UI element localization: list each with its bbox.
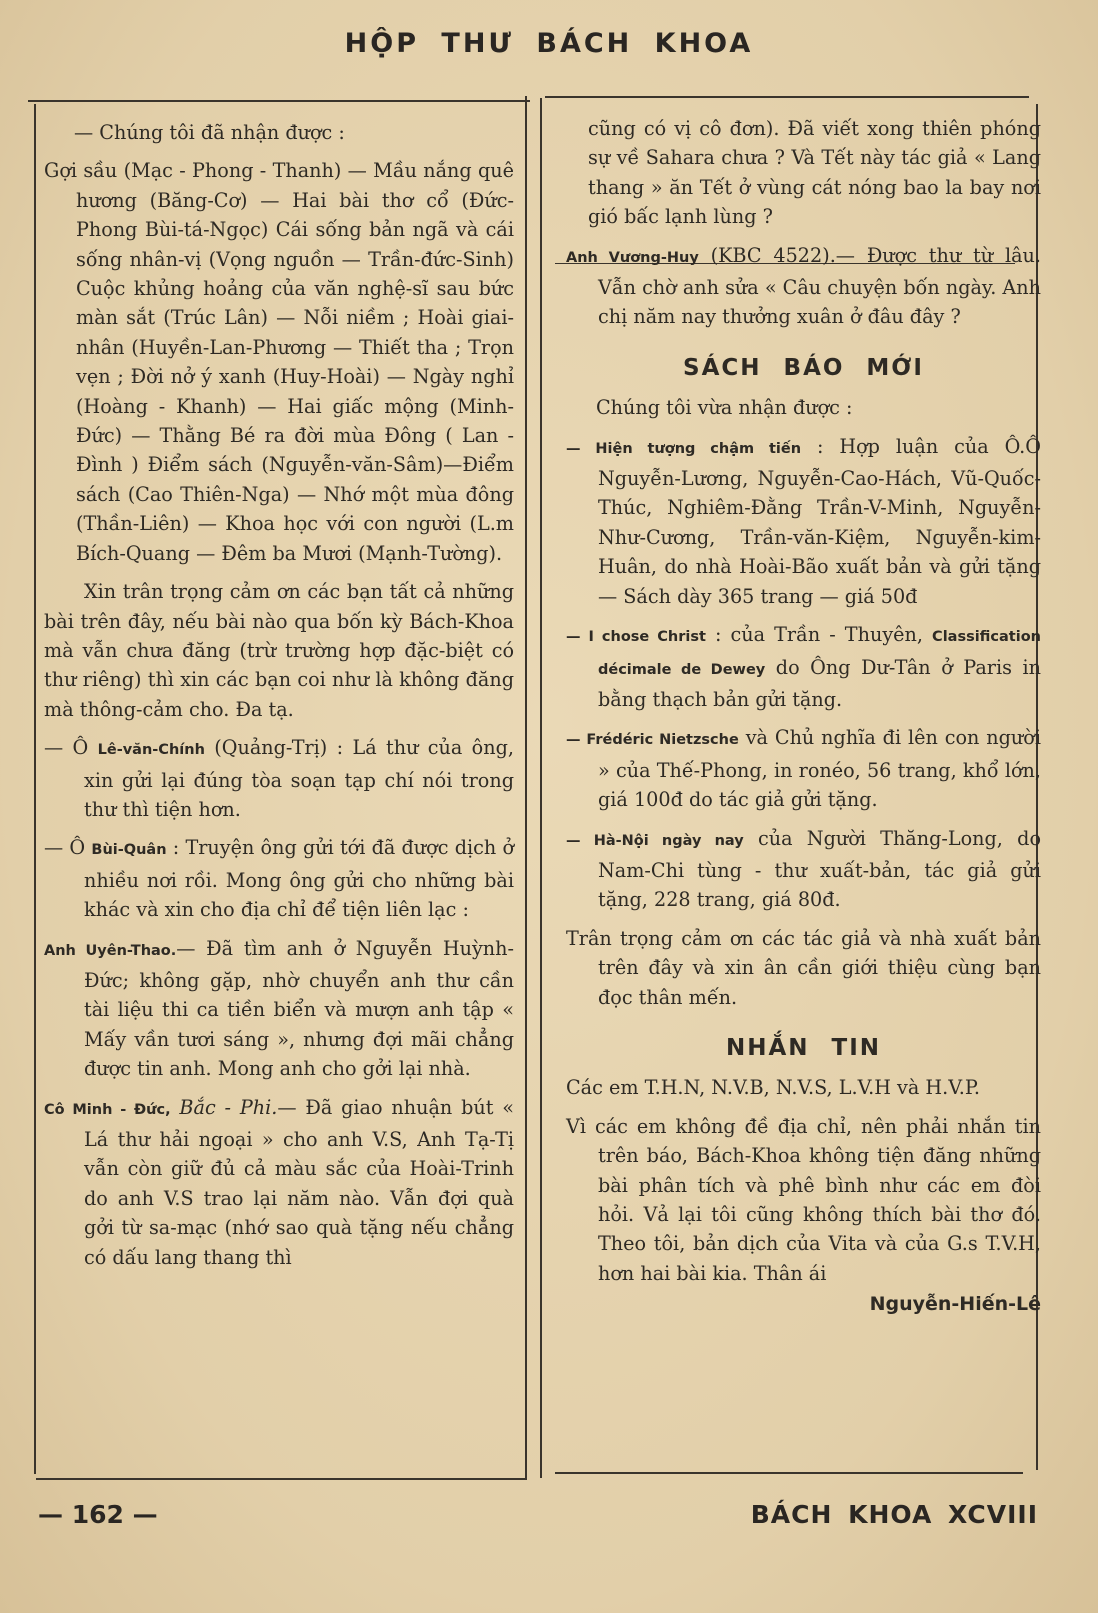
new-books-heading: SÁCH BÁO MỚI — [683, 354, 924, 381]
left-column-left-rule — [34, 104, 36, 1474]
reply-name: Anh Vương-Huy — [566, 249, 699, 266]
running-title: HỘP THƯ BÁCH KHOA — [344, 28, 754, 59]
received-label: — Chúng tôi đã nhận được : — [74, 121, 345, 144]
book-description: do Ông Dư-Tân ở Paris in bằng thạch bản gửi tặng. — [598, 655, 1041, 711]
right-column — [566, 114, 1041, 1320]
book-title: — Hà-Nội ngày nay — [566, 832, 744, 849]
book-title: — I chose Christ — [566, 629, 706, 646]
page-number: — 162 — — [38, 1500, 158, 1529]
reply-prefix: — Ô — [44, 836, 86, 860]
reply-entry — [566, 241, 1041, 332]
center-divider-left — [525, 96, 527, 1478]
reply-name: Bùi-Quân — [91, 842, 167, 859]
reply-name: Anh Uyên-Thao. — [44, 942, 177, 959]
reply-name: Lê-văn-Chính — [97, 742, 205, 759]
received-list: Gợi sầu (Mạc - Phong - Thanh) — Mầu nắng quê hương (Băng-Cơ) — Hai bài thơ cổ (Đức-Phong Bùi-tá-Ngọc) Cái sống bản ngã và cái sống nhân-vị (Vọng nguồn — Trần-đức-Sinh) Cuộc khủng hoảng của văn nghệ-sĩ sau bức màn sắt (Trúc Lân) — Nỗi niềm ; Hoài giai-nhân (Huyền-Lan-Phương — Thiết tha ; Trọn vẹn ; Đời nở ý xanh (Huy-Hoài) — Ngày nghỉ (Hoàng - Khanh) — Hai giấc mộng (Minh-Đức) — Thằng Bé ra đời mùa Đông ( Lan - Đình ) Điểm sách (Nguyễn-văn-Sâm)—Điểm sách (Cao Thiên-Nga) — Nhớ một mùa đông (Thần-Liên) — Khoa học với con người (L.m Bích-Quang — Đêm ba Mươi (Mạnh-Tường). — [44, 159, 514, 565]
left-column-top-rule — [28, 100, 530, 102]
book-title: — Frédéric Nietzsche — [566, 732, 739, 749]
reply-name: Cô Minh - Đức, — [44, 1101, 171, 1118]
notice-heading: NHẮN TIN — [725, 1034, 882, 1061]
reply-prefix: — Ô — [44, 736, 89, 760]
book-subtitle: Classification décimale de Dewey — [598, 629, 1041, 678]
left-column — [44, 118, 514, 1281]
book-entry — [566, 620, 1041, 714]
reply-text: — Đã giao nhuận bút « Lá thư hải ngoại » cho anh V.S, Anh Tạ-Tị vẫn còn giữ đủ cả màu sắc của Hoài-Trinh do anh V.S trao lại năm nào. Vẫn đợi quà gởi từ sa-mạc (nhớ sao quà tặng nếu chẳng có dấu lang thang thì — [84, 1095, 514, 1269]
book-entry — [566, 432, 1041, 611]
book-description: và Chủ nghĩa đi lên con người » của Thế-Phong, in ronéo, 56 trang, khổ lớn, giá 100đ do tác giả gửi tặng. — [598, 726, 1041, 812]
reply-entry — [44, 733, 514, 824]
left-column-bottom-rule — [36, 1478, 527, 1480]
new-books-intro: Chúng tôi vừa nhận được : — [596, 396, 853, 420]
footer-magazine-title: BÁCH KHOA XCVIII — [750, 1500, 1038, 1529]
reply-text: (KBC 4522).— Được thư từ lâu. Vẫn chờ anh sửa « Câu chuyện bốn ngày. Anh chị năm nay thưởng xuân ở đâu đây ? — [598, 243, 1041, 329]
book-entry — [566, 824, 1041, 915]
reply-text: : Truyện ông gửi tới đã được dịch ở nhiều nơi rồi. Mong ông gửi cho những bài khác và xin cho địa chỉ để tiện liên lạc : — [84, 836, 514, 922]
reply-text: — Đã tìm anh ở Nguyễn Huỳnh-Đức; không gặp, nhờ chuyển anh thư cần tài liệu thi ca tiền biển và mượn anh tập « Mấy vần tươi sáng », nhưng đợi mãi chẳng được tin anh. Mong anh cho gởi lại nhà. — [84, 936, 514, 1081]
book-description: : Hợp luận của Ô.Ô Nguyễn-Lương, Nguyễn-Cao-Hách, Vũ-Quốc-Thúc, Nghiêm-Đằng Trần-V-Minh, Nguyễn-Như-Cương, Trần-văn-Kiệm, Nguyễn-kim-Huân, do nhà Hoài-Bão xuất bản và gửi tặng — Sách dày 365 trang — giá 50đ — [598, 434, 1042, 608]
notice-recipients: Các em T.H.N, N.V.B, N.V.S, L.V.H và H.V.P. — [566, 1076, 980, 1100]
book-description: : của Trần - Thuyên, — [714, 623, 923, 647]
right-column-top-rule — [545, 96, 1029, 98]
thanks-paragraph: Xin trân trọng cảm ơn các bạn tất cả những bài trên đây, nếu bài nào qua bốn kỳ Bách-Khoa mà vẫn chưa đăng (trừ trường hợp đặc-biệt có thư riêng) thì xin các bạn coi như là không đăng mà thông-cảm cho. Đa tạ. — [44, 580, 514, 721]
right-column-bottom-rule — [555, 1472, 1023, 1474]
reply-text: (Quảng-Trị) : Lá thư của ông, xin gửi lại đúng tòa soạn tạp chí nói trong thư thì tiện hơn. — [84, 736, 514, 821]
book-description: của Người Thăng-Long, do Nam-Chi tùng - thư xuất-bản, tác giả gửi tặng, 228 trang, giá 80đ. — [598, 826, 1041, 912]
center-divider-right — [540, 98, 542, 1478]
reply-entry — [44, 833, 514, 924]
reply-entry — [44, 1093, 514, 1272]
notice-text: Vì các em không đề địa chỉ, nên phải nhắn tin trên báo, Bách-Khoa không tiện đăng những bài phân tích và phê bình như các em đòi hỏi. Vả lại tôi cũng không thích bài thơ đó. Theo tôi, bản dịch của Vita và của G.s T.V.H, hơn hai bài kia. Thân ái — [566, 1114, 1041, 1285]
reply-place: Bắc - Phi. — [179, 1095, 278, 1119]
reply-continuation: cũng có vị cô đơn). Đã viết xong thiên phóng sự về Sahara chưa ? Và Tết này tác giả « Lang thang » ăn Tết ở vùng cát nóng bao la bay nơi gió bấc lạnh lùng ? — [588, 117, 1041, 229]
book-entry — [566, 723, 1041, 814]
book-title: — Hiện tượng chậm tiến — [566, 440, 802, 457]
reply-entry — [44, 934, 514, 1084]
books-thanks: Trân trọng cảm ơn các tác giả và nhà xuất bản trên đây và xin ân cần giới thiệu cùng bạn đọc thân mến. — [566, 926, 1041, 1009]
signature: Nguyễn-Hiến-Lê — [869, 1293, 1041, 1316]
